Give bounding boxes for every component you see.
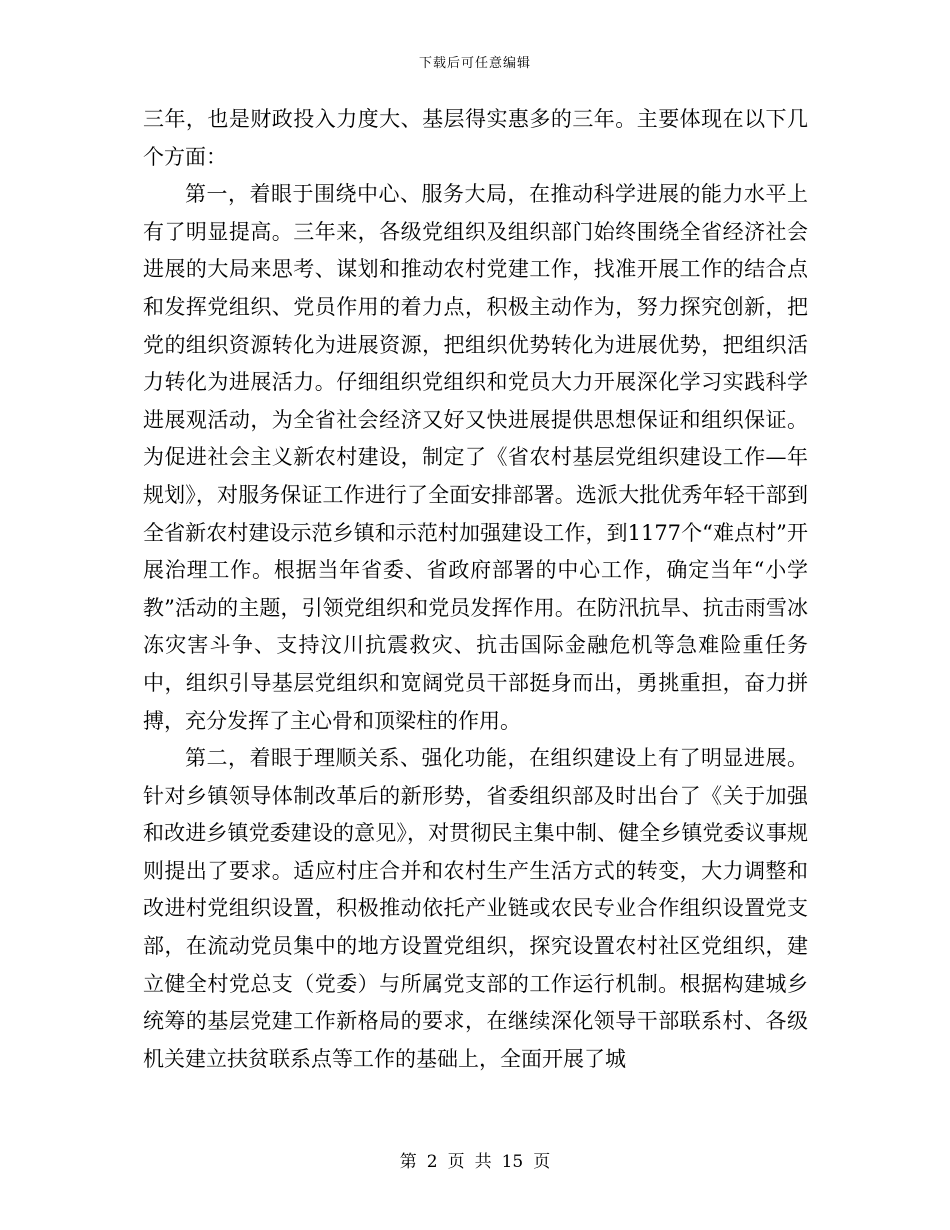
footer-suffix: 页 (533, 1152, 551, 1172)
document-body (143, 101, 808, 1078)
footer-page-word: 页 (447, 1152, 465, 1172)
paragraph-2: 第一，着眼于围绕中心、服务大局，在推动科学进展的能力水平上有了明显提高。三年来，各级党组织及组织部门始终围绕全省经济社会进展的大局来思考、谋划和推动农村党建工作，找准开展工作的结合点和发挥党组织、党员作用的着力点，积极主动作为，努力探究创新，把党的组织资源转化为进展资源，把组织优势转化为进展优势，把组织活力转化为进展活力。仔细组织党组织和党员大力开展深化学习实践科学进展观活动，为全省社会经济又好又快进展提供思想保证和组织保证。为促进社会主义新农村建设，制定了《省农村基层党组织建设工作—年规划》，对服务保证工作进行了全面安排部署。选派大批优秀年轻干部到全省新农村建设示范乡镇和示范村加强建设工作，到1177个“难点村”开展治理工作。根据当年省委、省政府部署的中心工作，确定当年“小学教”活动的主题，引领党组织和党员发挥作用。在防汛抗旱、抗击雨雪冰冻灾害斗争、支持汶川抗震救灾、抗击国际金融危机等急难险重任务中，组织引导基层党组织和宽阔党员干部挺身而出，勇挑重担，奋力拼搏，充分发挥了主心骨和顶梁柱的作用。 (143, 182, 808, 733)
paragraph-3: 第二，着眼于理顺关系、强化功能，在组织建设上有了明显进展。针对乡镇领导体制改革后的新形势，省委组织部及时出台了《关于加强和改进乡镇党委建设的意见》，对贯彻民主集中制、健全乡镇党委议事规则提出了要求。适应村庄合并和农村生产生活方式的转变，大力调整和改进村党组织设置，积极推动依托产业链或农民专业合作组织设置党支部，在流动党员集中的地方设置党组织，探究设置农村社区党组织，建立健全村党总支（党委）与所属党支部的工作运行机制。根据构建城乡统筹的基层党建工作新格局的要求，在继续深化领导干部联系村、各级机关建立扶贫联系点等工作的基础上，全面开展了城 (143, 746, 808, 1071)
page-header: 下载后可任意编辑 (418, 56, 531, 71)
paragraph-1: 三年，也是财政投入力度大、基层得实惠多的三年。主要体现在以下几个方面： (143, 107, 808, 169)
footer-page-number: 2 (426, 1152, 438, 1172)
footer-total-word: 共 (474, 1152, 492, 1172)
footer-prefix: 第 (399, 1152, 417, 1172)
footer-total-pages: 15 (501, 1152, 524, 1172)
page-footer (0, 1147, 950, 1172)
